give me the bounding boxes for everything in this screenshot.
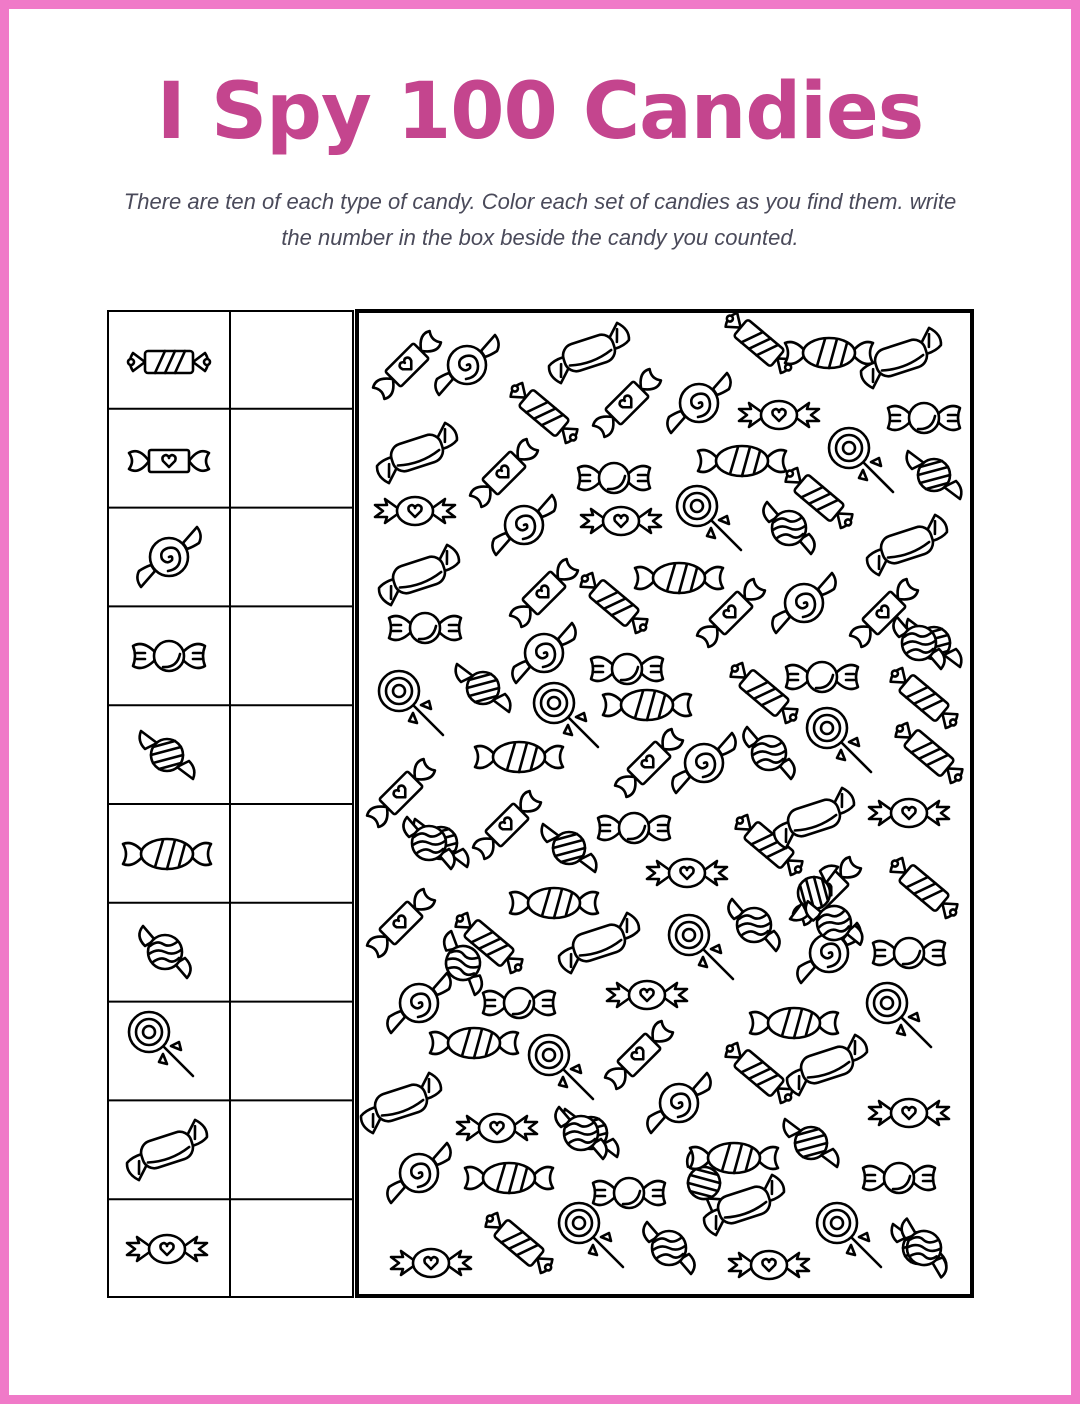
plain-wrapped-candy[interactable]: [860, 513, 954, 578]
round-bowtie-candy[interactable]: [578, 463, 650, 493]
swirl-candy[interactable]: [492, 495, 555, 555]
heart-bow-candy[interactable]: [729, 1251, 809, 1279]
candy-search-area: [355, 309, 974, 1298]
count-box[interactable]: [232, 312, 352, 408]
lollipop-candy[interactable]: [677, 486, 741, 550]
swirl-candy[interactable]: [387, 1143, 450, 1203]
count-box[interactable]: [232, 904, 352, 1000]
plain-wrapped-candy[interactable]: [354, 1071, 448, 1136]
count-box[interactable]: [232, 1003, 352, 1099]
count-box[interactable]: [232, 410, 352, 506]
plain-wrapped-candy[interactable]: [372, 543, 466, 608]
heart-wrapped-candy-icon: [129, 450, 209, 472]
round-bowtie-candy[interactable]: [598, 813, 670, 843]
round-bowtie-candy[interactable]: [888, 403, 960, 433]
heart-bow-candy[interactable]: [391, 1249, 471, 1277]
heart-wrapped-candy[interactable]: [468, 437, 540, 509]
lollipop-candy[interactable]: [867, 983, 931, 1047]
round-bowtie-candy[interactable]: [873, 938, 945, 968]
count-key-table: [107, 310, 354, 1298]
oval-striped-candy[interactable]: [465, 1163, 553, 1193]
striped-wrapped-candy[interactable]: [481, 1208, 558, 1278]
round-bowtie-candy[interactable]: [389, 613, 461, 643]
plain-wrapped-candy[interactable]: [552, 911, 646, 976]
heart-wrapped-candy[interactable]: [591, 367, 663, 439]
heart-bow-candy[interactable]: [457, 1114, 537, 1142]
wavy-striped-candy[interactable]: [763, 502, 814, 554]
wavy-striped-candy[interactable]: [403, 817, 454, 869]
count-box[interactable]: [232, 1201, 352, 1296]
oval-striped-candy[interactable]: [430, 1028, 518, 1058]
count-box[interactable]: [232, 509, 352, 605]
striped-ball-candy[interactable]: [784, 1119, 839, 1167]
oval-striped-candy[interactable]: [603, 690, 691, 720]
heart-wrapped-candy[interactable]: [603, 1019, 675, 1091]
heart-bow-candy-icon: [127, 1235, 207, 1263]
count-box[interactable]: [232, 1102, 352, 1198]
striped-ball-candy[interactable]: [907, 451, 962, 499]
swirl-candy[interactable]: [387, 973, 450, 1033]
lollipop-candy[interactable]: [529, 1035, 593, 1099]
striped-wrapped-candy[interactable]: [891, 718, 968, 788]
round-bowtie-candy-icon: [133, 641, 205, 671]
oval-striped-candy[interactable]: [475, 742, 563, 772]
plain-wrapped-candy[interactable]: [780, 1033, 874, 1098]
plain-wrapped-candy[interactable]: [370, 421, 464, 486]
wavy-striped-candy[interactable]: [555, 1107, 606, 1159]
oval-striped-candy[interactable]: [510, 888, 598, 918]
striped-wrapped-candy[interactable]: [506, 378, 583, 448]
heart-wrapped-candy[interactable]: [365, 887, 437, 959]
swirl-candy[interactable]: [772, 573, 835, 633]
swirl-candy[interactable]: [667, 373, 730, 433]
lollipop-candy[interactable]: [669, 915, 733, 979]
round-bowtie-candy[interactable]: [591, 654, 663, 684]
oval-striped-candy[interactable]: [698, 446, 786, 476]
oval-striped-candy[interactable]: [785, 338, 873, 368]
heart-bow-candy[interactable]: [581, 507, 661, 535]
wavy-striped-candy[interactable]: [643, 1222, 694, 1274]
page-title: I Spy 100 Candies: [156, 67, 924, 157]
striped-ball-candy[interactable]: [542, 824, 597, 872]
heart-wrapped-candy[interactable]: [471, 789, 543, 861]
heart-wrapped-candy[interactable]: [695, 577, 767, 649]
lollipop-candy[interactable]: [534, 683, 598, 747]
striped-wrapped-candy[interactable]: [886, 663, 963, 733]
count-box[interactable]: [232, 806, 352, 902]
swirl-candy[interactable]: [647, 1073, 710, 1133]
lollipop-candy[interactable]: [817, 1203, 881, 1267]
round-bowtie-candy[interactable]: [483, 988, 555, 1018]
heart-bow-candy[interactable]: [647, 859, 727, 887]
oval-striped-candy[interactable]: [750, 1008, 838, 1038]
striped-wrapped-candy[interactable]: [886, 853, 963, 923]
swirl-candy[interactable]: [512, 623, 575, 683]
oval-striped-candy[interactable]: [635, 563, 723, 593]
round-bowtie-candy[interactable]: [863, 1163, 935, 1193]
wavy-striped-candy[interactable]: [743, 727, 794, 779]
plain-wrapped-candy[interactable]: [767, 786, 861, 851]
heart-bow-candy[interactable]: [869, 1099, 949, 1127]
heart-wrapped-candy[interactable]: [365, 757, 437, 829]
lollipop-candy[interactable]: [807, 708, 871, 772]
round-bowtie-candy[interactable]: [786, 662, 858, 692]
plain-wrapped-candy[interactable]: [542, 321, 636, 386]
wavy-striped-candy[interactable]: [893, 617, 944, 669]
count-box[interactable]: [232, 608, 352, 704]
heart-bow-candy[interactable]: [607, 981, 687, 1009]
lollipop-candy[interactable]: [829, 428, 893, 492]
swirl-candy[interactable]: [435, 335, 498, 395]
heart-wrapped-candy[interactable]: [371, 329, 443, 401]
wavy-striped-candy[interactable]: [728, 899, 779, 951]
count-box[interactable]: [232, 707, 352, 803]
heart-wrapped-candy[interactable]: [508, 557, 580, 629]
lollipop-candy[interactable]: [559, 1203, 623, 1267]
heart-bow-candy[interactable]: [375, 497, 455, 525]
round-bowtie-candy[interactable]: [593, 1178, 665, 1208]
striped-wrapped-candy[interactable]: [721, 1038, 798, 1108]
striped-ball-candy[interactable]: [456, 664, 511, 712]
instructions-text: There are ten of each type of candy. Color each set of candies as you find them. write the number in the box beside the candy you counted.: [123, 189, 957, 250]
heart-bow-candy[interactable]: [869, 799, 949, 827]
heart-bow-candy[interactable]: [739, 401, 819, 429]
lollipop-candy[interactable]: [379, 671, 443, 735]
